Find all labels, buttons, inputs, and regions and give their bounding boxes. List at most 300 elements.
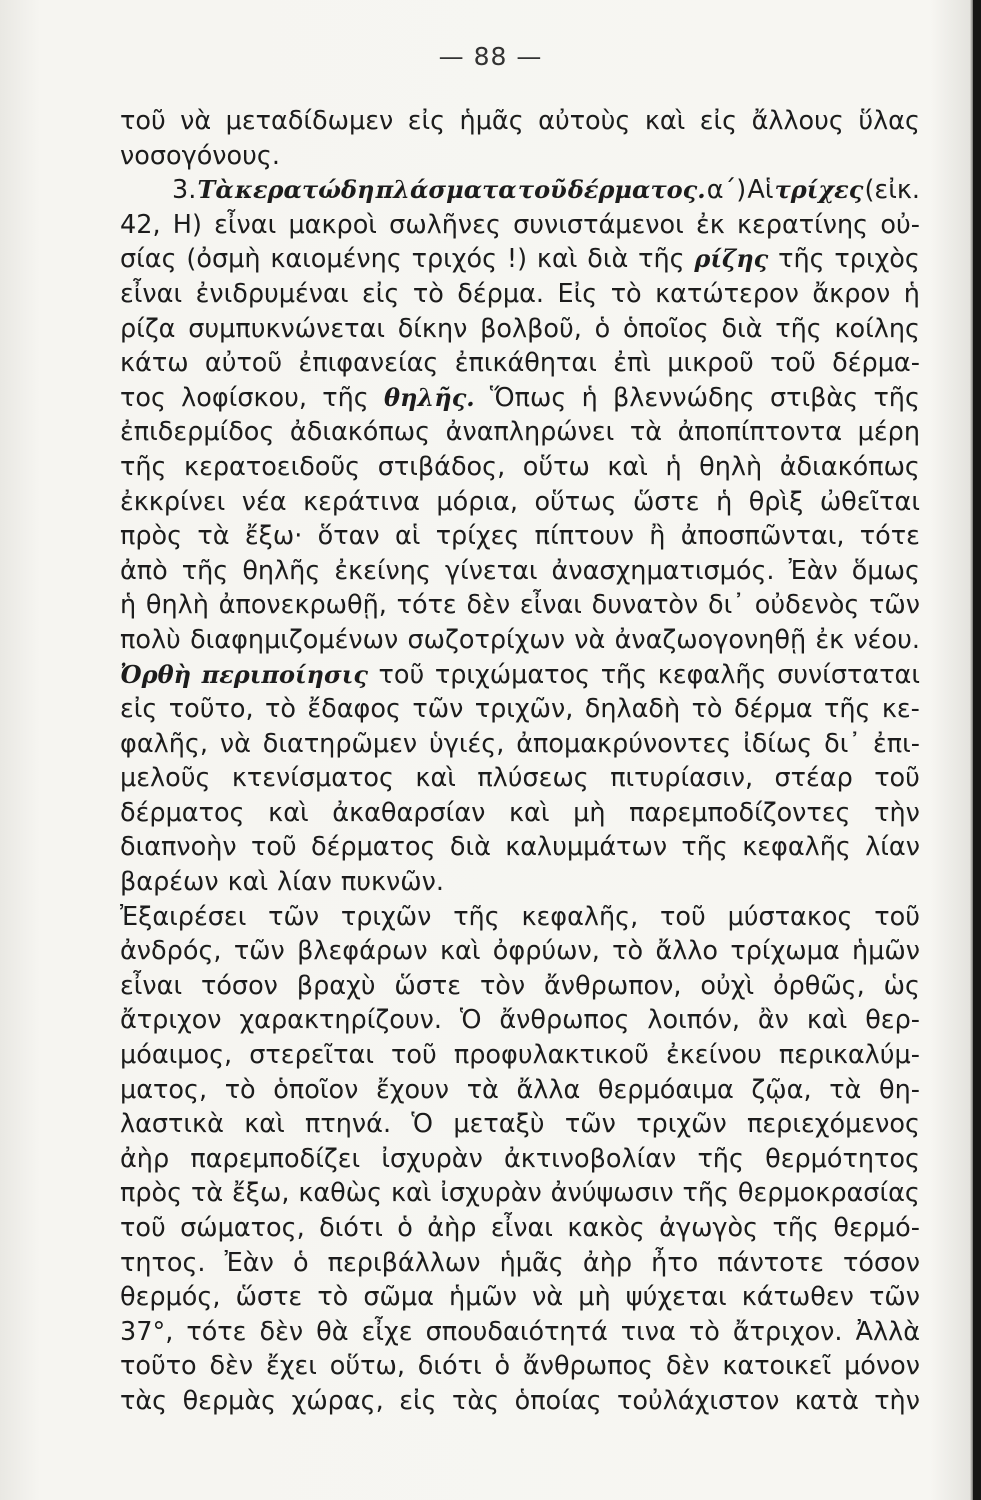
emphasized-word: ρίζης [694, 244, 769, 274]
word: τριχός [411, 244, 498, 275]
word: καὶ [509, 797, 550, 828]
word: ἄλλο [655, 936, 719, 967]
word: περικαλύμ- [778, 1040, 920, 1071]
word: τῆς [823, 694, 871, 725]
text-line [120, 277, 920, 312]
text-line [120, 900, 920, 935]
emphasized-word: δέρματος. [567, 175, 706, 205]
word: κοίλης [834, 313, 920, 344]
word: ἄνθρωπος [522, 1351, 654, 1382]
word: προφυλακτικοῦ [453, 1040, 649, 1071]
word: οὐχὶ [700, 970, 755, 1001]
text-line [120, 727, 920, 762]
word: δέρμα- [832, 348, 920, 379]
word: τοῦτο, [168, 694, 254, 725]
word: τότε [396, 590, 457, 621]
word: τριχώματος [434, 659, 591, 690]
word: οὐδενὸς [754, 590, 860, 621]
word: εἰς [361, 278, 400, 309]
word: τῆς [873, 382, 920, 413]
word: διότι [319, 1213, 383, 1243]
text-line [120, 1315, 920, 1350]
word: μακροὶ [288, 209, 377, 240]
word: πιτυρίασιν, [610, 763, 754, 794]
word: ἐκ [695, 209, 725, 240]
word: πάντοτε [717, 1247, 824, 1278]
word: περιεχόμενος [747, 1109, 920, 1140]
word: ὕλας [858, 106, 920, 136]
text-line [120, 796, 920, 831]
word: τινα [620, 1316, 676, 1347]
word: ἀδιακόπως [289, 417, 431, 448]
word: ἄλλα [516, 1074, 581, 1105]
word: ἀπὸ [120, 555, 168, 586]
word: ὀφρύων, [492, 936, 600, 967]
text-line [120, 173, 920, 208]
text-line [120, 761, 920, 796]
word: βαρέων [120, 867, 219, 898]
word: εἶναι [519, 590, 582, 621]
word: ρίζα [120, 313, 176, 344]
word: ἀνύψωσιν [550, 1178, 674, 1209]
word: καὶ [806, 1005, 848, 1036]
word: ὁποίας [514, 1385, 602, 1416]
word: ὑγιές, [429, 728, 505, 759]
word: αὐτοῦ [204, 348, 283, 379]
word: νοσογόνους. [120, 140, 280, 171]
word: πρὸς [120, 1178, 183, 1209]
word: τὸ [688, 1316, 720, 1347]
word: Ἀλλὰ [855, 1316, 920, 1347]
word: λοφίσκου, [181, 382, 307, 413]
word: τὰ [629, 417, 663, 448]
word: τοῦ [120, 1213, 166, 1243]
word: θὰ [316, 1316, 349, 1347]
word: καὶ [536, 244, 578, 275]
word: διατηρῶμεν [262, 728, 418, 759]
word: βραχὺ [296, 970, 376, 1001]
text-line [120, 208, 920, 243]
word: ἔξω, [232, 1178, 290, 1209]
word: τὸ [610, 278, 642, 309]
text-line [120, 588, 920, 623]
word: ἔξω· [244, 521, 303, 552]
text-line [120, 450, 920, 485]
word: ἀνασχηματισμός. [551, 555, 775, 586]
word: ὁποῖον [273, 1074, 359, 1105]
word: τῆς [778, 244, 825, 275]
text-line [120, 554, 920, 589]
word: εἰς [407, 106, 446, 136]
word: μόρια, [436, 486, 518, 517]
text-line [120, 242, 920, 277]
word: στέαρ [774, 763, 853, 794]
word: τῆς [772, 1213, 819, 1243]
word: δὲν [466, 590, 511, 621]
word: τὰς [452, 1385, 500, 1416]
word: μὴ [573, 797, 606, 828]
word: τῆς [600, 659, 648, 690]
word: ἀγωγὸς [659, 1213, 759, 1243]
word: 42, [120, 209, 161, 240]
word: δέρμα [733, 694, 813, 725]
word: κακὸς [567, 1213, 645, 1243]
word: πολὺ [120, 624, 181, 655]
word: κάτωθεν [741, 1282, 854, 1313]
word: τριχῶν, [474, 694, 574, 725]
word: ἀποσπῶνται, [680, 521, 845, 552]
word: τητος. [120, 1247, 206, 1278]
word: δι᾽ [824, 728, 862, 759]
word: οὐ- [880, 209, 920, 240]
word: ἢ [649, 521, 666, 552]
emphasized-word: τρίχες [774, 175, 864, 205]
word: θερ- [865, 1005, 920, 1036]
emphasized-word: περιποίησις [201, 659, 368, 689]
word: τῶν [869, 1282, 920, 1313]
word: μόαιμος, [120, 1040, 233, 1071]
word: θερμόαιμα [597, 1074, 734, 1105]
word: κτενίσματος [231, 763, 394, 794]
word: οὕτω [522, 451, 590, 482]
word: διὰ [449, 832, 491, 863]
emphasized-word: κερατώδη [234, 175, 375, 205]
word: σπουδαιότητά [425, 1316, 608, 1347]
word: ὅμως [851, 555, 920, 586]
word: ἰδίως [743, 728, 813, 759]
word: ἐνιδρυμέναι [195, 278, 349, 309]
word: τῆς [775, 313, 822, 344]
word: βλεφάρων [297, 936, 428, 967]
word: Ὅπως [489, 382, 567, 413]
emphasized-word: Ὀρθὴ [120, 659, 192, 689]
text-line [120, 346, 920, 381]
word: ἐπιφανείας [298, 348, 439, 379]
text-line [120, 865, 920, 900]
word: τὸ [612, 936, 644, 967]
word: διαφημιζομένων [190, 624, 399, 655]
word: ἔχει [266, 1351, 317, 1382]
word: κεράτινα [303, 486, 420, 517]
word: νὰ [219, 728, 251, 759]
word: ματος, [120, 1074, 208, 1105]
word: ἐπιδερμίδος [120, 417, 275, 448]
text-line [120, 1073, 920, 1108]
text-line [120, 1142, 920, 1177]
text-line [120, 1246, 920, 1281]
word: τοῦ [660, 901, 706, 932]
emphasized-word: Τὰ [197, 175, 234, 205]
word: Ἐὰν [224, 1247, 274, 1278]
word: τοῦτο [120, 1351, 197, 1382]
word: κερατίνης [736, 209, 869, 240]
word: πλύσεως [477, 763, 589, 794]
word: ἡ [581, 382, 598, 413]
word: τὸ [412, 278, 444, 309]
text-line [120, 1107, 920, 1142]
word: ἄνθρωπος [499, 1005, 630, 1036]
text-line [120, 1349, 920, 1384]
word: θερμότητος [765, 1143, 920, 1174]
word: κε- [881, 694, 920, 725]
word: δέρματος [120, 797, 245, 828]
word: ἄτριχον. [732, 1316, 843, 1347]
word: μόνον [844, 1351, 920, 1382]
page-number: — 88 — [438, 42, 543, 71]
text-line [120, 1384, 920, 1419]
word: ὁποῖος [622, 313, 709, 344]
emphasized-word: πλάσματα [375, 175, 517, 205]
word: ψύχεται [625, 1282, 727, 1313]
word: Ἐὰν [788, 555, 838, 586]
word: θηλὴ [145, 590, 209, 621]
word: τῶν [268, 901, 320, 932]
word: ὥστε [235, 1282, 303, 1313]
word: εἶναι [214, 209, 277, 240]
word: ἂν [757, 1005, 789, 1036]
word: μέρη [857, 417, 920, 448]
word: ὁ [397, 1213, 413, 1243]
text-line [120, 830, 920, 865]
word: τῆς [681, 832, 728, 863]
word: οὕτω, [329, 1351, 405, 1382]
word: νέου. [853, 624, 920, 655]
word: ἡ [903, 278, 920, 309]
word: τὰ [466, 1074, 499, 1105]
word: ἐκκρίνει [120, 486, 226, 517]
word: καὶ [390, 1178, 432, 1209]
word: τριχῶν [340, 901, 432, 932]
word: δέρματος [311, 832, 436, 863]
word: δέρμα. [457, 278, 545, 309]
word: τῶν [233, 936, 285, 967]
word: ὥστε [632, 486, 700, 517]
word: τὸ [264, 694, 296, 725]
word: λίαν [865, 832, 920, 863]
word: σίας [120, 244, 177, 275]
word: εἰς [699, 106, 738, 136]
word: Ἐξαιρέσει [120, 901, 247, 932]
word: τὴν [874, 797, 920, 828]
word: διὰ [721, 313, 763, 344]
word: κεφαλῆς [657, 659, 767, 690]
word: μύστακος [727, 901, 853, 932]
word: τῶν [564, 1109, 616, 1140]
word: τῆς [453, 901, 500, 932]
word: τῆς [638, 244, 685, 275]
text-line [120, 1003, 920, 1038]
word: νὰ [574, 624, 606, 655]
word: ἐπὶ [613, 348, 651, 379]
word: νὰ [180, 106, 212, 136]
text-line [120, 139, 920, 174]
text-line [120, 381, 920, 416]
word: στιβάδος, [377, 451, 506, 482]
text-line [120, 934, 920, 969]
word: δι᾽ [708, 590, 745, 621]
word: ἡμῶν [851, 936, 920, 967]
word: Αἱ [747, 175, 774, 206]
word: ἀναζωογονηθῇ [614, 624, 807, 655]
word: τὸ [317, 1282, 349, 1313]
word: ὅταν [317, 521, 380, 552]
word: λαστικὰ [120, 1109, 224, 1140]
word: ἄκρον [812, 278, 891, 309]
scan-edge [973, 0, 981, 1500]
word: θη- [878, 1074, 920, 1105]
word: !) [506, 244, 528, 275]
word: σωλῆνες [389, 209, 501, 240]
word: καιομένης [270, 244, 402, 275]
word: τῆς [120, 451, 167, 482]
word: ἡ [665, 451, 682, 482]
word: Ὁ [411, 1109, 434, 1140]
word: κεφαλῆς, [521, 901, 639, 932]
text-line [120, 1211, 920, 1246]
word: ἄνθρωπον, [544, 970, 682, 1001]
word: κατώτερον [655, 278, 799, 309]
word: ὠθεῖται [819, 486, 920, 517]
word: ἡμῶν [449, 1282, 518, 1313]
word: ὥστε [394, 970, 462, 1001]
word: κεφαλῆς [742, 832, 851, 863]
word: ἐπι- [873, 728, 920, 759]
word: καὶ [415, 763, 456, 794]
word: τὰ [197, 521, 230, 552]
word: νέα [241, 486, 287, 517]
word: αἱ [394, 521, 421, 552]
word: καὶ [227, 867, 269, 898]
word: γίνεται [444, 555, 538, 586]
word: τοῦ [120, 106, 166, 136]
word: παρεμποδίζει [190, 1143, 361, 1174]
word: συνιστάμενοι [513, 209, 684, 240]
word: ἀκτινοβολίαν [503, 1143, 677, 1174]
word: 37°, [120, 1316, 174, 1347]
word: ἐπικάθηται [454, 348, 597, 379]
word: ὁ [494, 1351, 511, 1382]
word: ἀδιακόπως [779, 451, 920, 482]
word: τὸ [224, 1074, 256, 1105]
word: ζῷα, [751, 1074, 812, 1105]
word: κάτω [120, 348, 189, 379]
word: ἀπομακρύνοντες [516, 728, 732, 759]
word: ἄτριχον [120, 1005, 222, 1036]
word: ἄλλους [751, 106, 844, 136]
word: τὸν [479, 970, 526, 1001]
word: τὸ [691, 694, 723, 725]
word: λίαν [277, 867, 332, 898]
word: σώματος, [180, 1213, 305, 1243]
word: 3. [172, 175, 197, 206]
word: καὶ [607, 451, 648, 482]
word: ἀνδρός, [120, 936, 222, 967]
word: δὲν [665, 1351, 710, 1382]
word: μελοῦς [120, 763, 211, 794]
word: δηλαδὴ [584, 694, 681, 725]
word: χαρακτηρίζουν. [239, 1005, 442, 1036]
word: πτηνά. [305, 1109, 392, 1140]
word: αὐτοὺς [538, 106, 631, 136]
word: τοὐλάχιστον [617, 1385, 780, 1416]
word: δίκην [397, 313, 468, 344]
word: ὁ [292, 1247, 309, 1278]
word: ἔχουν [375, 1074, 450, 1105]
word: διότι [417, 1351, 482, 1382]
word: τόσον [843, 1247, 920, 1278]
word: δὲν [209, 1351, 254, 1382]
word: διαπνοὴν [120, 832, 237, 863]
word: α΄) [706, 175, 747, 206]
word: ἀποπίπτοντα [677, 417, 843, 448]
word: Εἰς [557, 278, 598, 309]
word: τότε [186, 1316, 247, 1347]
word: ἀὴρ [582, 1247, 633, 1278]
word: κατοικεῖ [722, 1351, 832, 1382]
word: στιβὰς [769, 382, 859, 413]
word: Ὁ [459, 1005, 482, 1036]
word: ἀὴρ [427, 1213, 477, 1243]
word: περιβάλλων [327, 1247, 481, 1278]
word: τοῦ [250, 832, 297, 863]
word: εἶναι [120, 970, 183, 1001]
word: (εἰκ. [864, 175, 920, 206]
word: μικροῦ [667, 348, 754, 379]
word: καὶ [244, 1109, 285, 1140]
text-line [120, 312, 920, 347]
word: θερμό- [833, 1213, 920, 1243]
word: τῶν [412, 694, 464, 725]
word: παρεμποδίζοντες [629, 797, 851, 828]
word: (ὀσμὴ [186, 244, 261, 275]
word: τόσον [200, 970, 278, 1001]
word: θερμὰς [182, 1385, 277, 1416]
word: τοῦ [874, 763, 920, 794]
word: τρίχωμα [730, 936, 840, 967]
word: ἡ [120, 590, 137, 621]
word: ἰσχυρὰν [440, 1178, 542, 1209]
word: τριχῶν [636, 1109, 727, 1140]
word: καλυμμάτων [505, 832, 668, 863]
word: τριχὸς [834, 244, 920, 275]
word: τῆς [181, 555, 229, 586]
word: καὶ [268, 797, 309, 828]
word: συμπυκνώνεται [188, 313, 385, 344]
text-line [120, 519, 920, 554]
word: μεταδίδωμεν [225, 106, 394, 136]
word: ἡμᾶς [499, 1247, 564, 1278]
word: τῆς [322, 382, 369, 413]
word: νὰ [532, 1282, 564, 1313]
text-line [120, 1280, 920, 1315]
text-line [120, 658, 920, 693]
word: ἀναπληρώνει [445, 417, 615, 448]
word: τὴν [874, 1385, 920, 1416]
word: πρὸς [120, 521, 183, 552]
word: εἰς [399, 1385, 437, 1416]
word: ἦτο [651, 1247, 699, 1278]
word: ἐκείνης [334, 555, 431, 586]
word: θηλῆς [242, 555, 321, 586]
word: ὁ [594, 313, 611, 344]
word: τὰ [829, 1074, 862, 1105]
word: σῶμα [363, 1282, 434, 1313]
text-line [120, 1038, 920, 1073]
word: ἐκ [815, 624, 845, 655]
word: δυνατὸν [591, 590, 699, 621]
text-line [120, 692, 920, 727]
word: βολβοῦ, [480, 313, 582, 344]
